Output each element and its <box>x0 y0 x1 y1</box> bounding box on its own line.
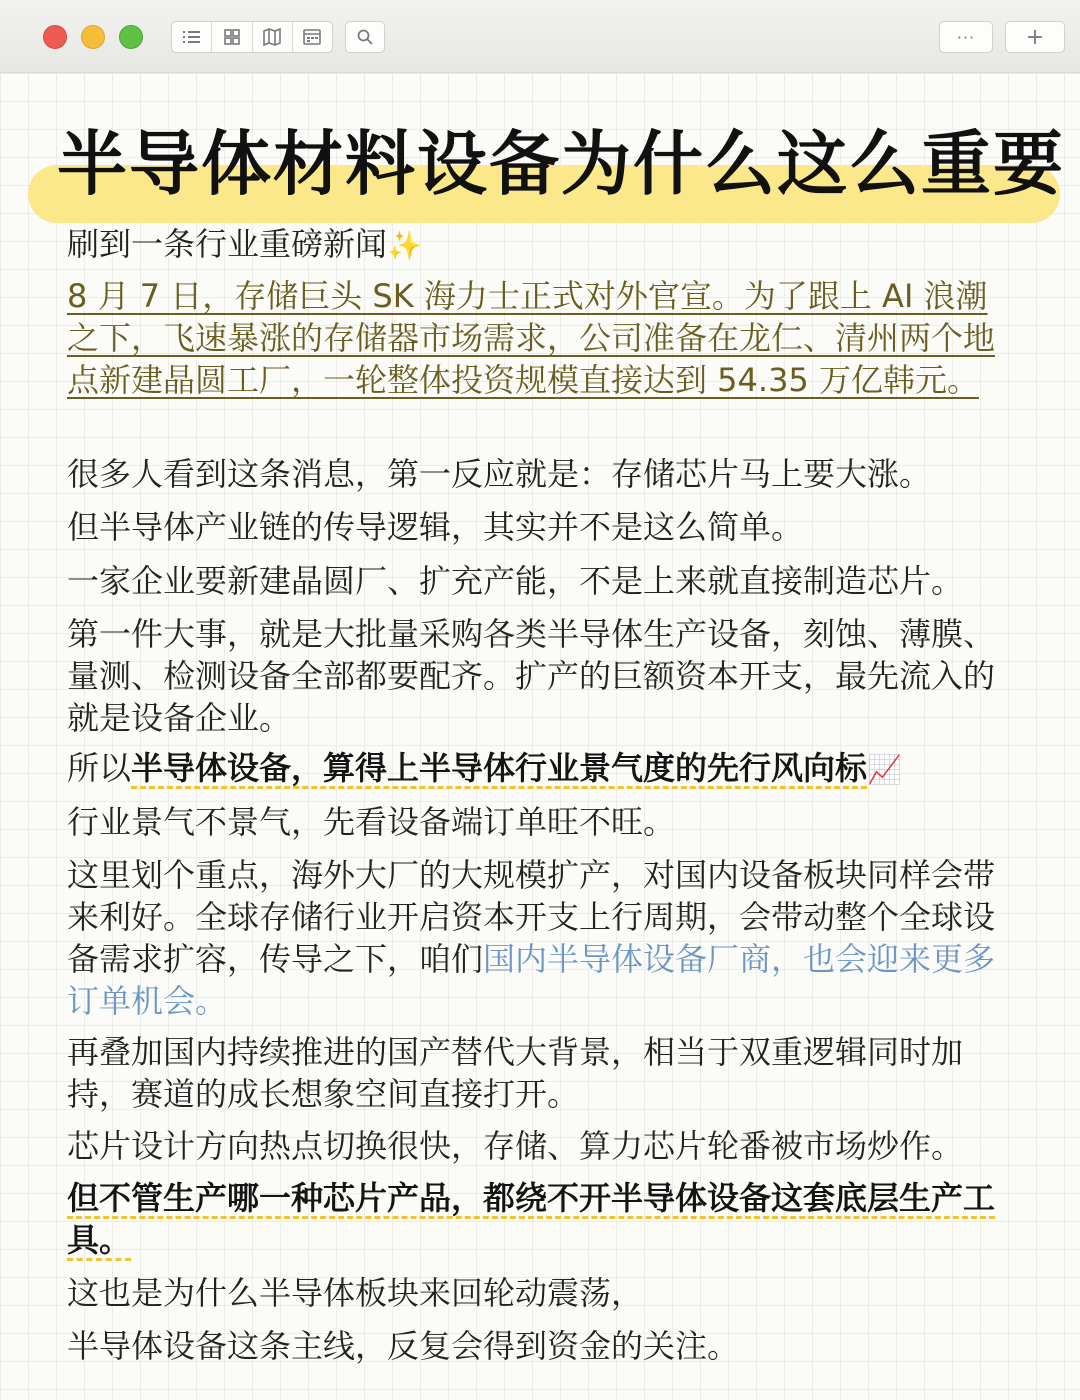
chart-up-icon: 📈 <box>867 753 902 786</box>
domestic-text: 这里划个重点，海外大厂的大规模扩产，对国内设备板块同样会带来利好。全球存储行业开启资本开支上行周期，会带动整个全球设备需求扩容，传导之下，咱们 <box>67 856 996 978</box>
sparkles-icon: ✨ <box>387 229 422 262</box>
title-bar <box>0 0 1080 73</box>
grid-icon[interactable] <box>212 22 252 52</box>
add-button[interactable]: + <box>1005 21 1065 53</box>
paragraph-domestic <box>67 854 1017 1022</box>
book-icon[interactable] <box>253 22 293 52</box>
paragraph-reaction: 很多人看到这条消息，第一反应就是：存储芯片马上要大涨。 <box>67 455 932 493</box>
more-button[interactable]: ··· <box>939 21 993 53</box>
intro-text: 刷到一条行业重磅新闻 <box>67 225 388 263</box>
search-icon <box>356 28 374 46</box>
zoom-window-button[interactable] <box>119 25 143 49</box>
paragraph-rotation: 这也是为什么半导体板块来回轮动震荡， <box>67 1274 644 1312</box>
list-icon[interactable] <box>172 22 212 52</box>
paragraph-substitution: 再叠加国内持续推进的国产替代大背景，相当于双重逻辑同时加持，赛道的成长想象空间直接打开。 <box>67 1033 964 1113</box>
paragraph-equipment: 第一件大事，就是大批量采购各类半导体生产设备，刻蚀、薄膜、量测、检测设备全部都要配齐。扩产的巨额资本开支，最先流入的就是设备企业。 <box>67 615 996 737</box>
close-window-button[interactable] <box>43 25 67 49</box>
paragraph-expansion: 一家企业要新建晶圆厂、扩充产能，不是上来就直接制造芯片。 <box>67 562 964 600</box>
minimize-window-button[interactable] <box>81 25 105 49</box>
domestic-highlight: 国内半导体设备厂商，也会迎来更多订单机会。 <box>67 940 996 1020</box>
note-page <box>0 73 1080 1400</box>
indicator-bold: 半导体设备，算得上半导体行业景气度的先行风向标 <box>131 749 868 787</box>
paragraph-intro <box>67 223 1027 267</box>
paragraph-indicator <box>67 747 1027 791</box>
paragraph-conclusion: 半导体设备这条主线，反复会得到资金的关注。 <box>67 1327 740 1365</box>
indicator-prefix: 所以 <box>67 749 132 787</box>
paragraph-logic: 但半导体产业链的传导逻辑，其实并不是这么简单。 <box>67 508 804 546</box>
paragraph-hotspots: 芯片设计方向热点切换很快，存储、算力芯片轮番被市场炒作。 <box>67 1127 964 1165</box>
calendar-icon[interactable] <box>293 22 332 52</box>
paragraph-key-point: 但不管生产哪一种芯片产品，都绕不开半导体设备这套底层生产工具。 <box>67 1179 996 1259</box>
search-button[interactable] <box>345 21 385 53</box>
page-title: 半导体材料设备为什么这么重要 <box>57 123 1065 205</box>
news-paragraph: 8 月 7 日，存储巨头 SK 海力士正式对外官宣。为了跟上 AI 浪潮之下，飞速暴涨的存储器市场需求，公司准备在龙仁、清州两个地点新建晶圆工厂，一轮整体投资规模直接达到 54.35 万亿韩元。 <box>67 277 996 399</box>
view-mode-segment[interactable] <box>171 21 333 53</box>
paragraph-orders: 行业景气不景气，先看设备端订单旺不旺。 <box>67 803 676 841</box>
